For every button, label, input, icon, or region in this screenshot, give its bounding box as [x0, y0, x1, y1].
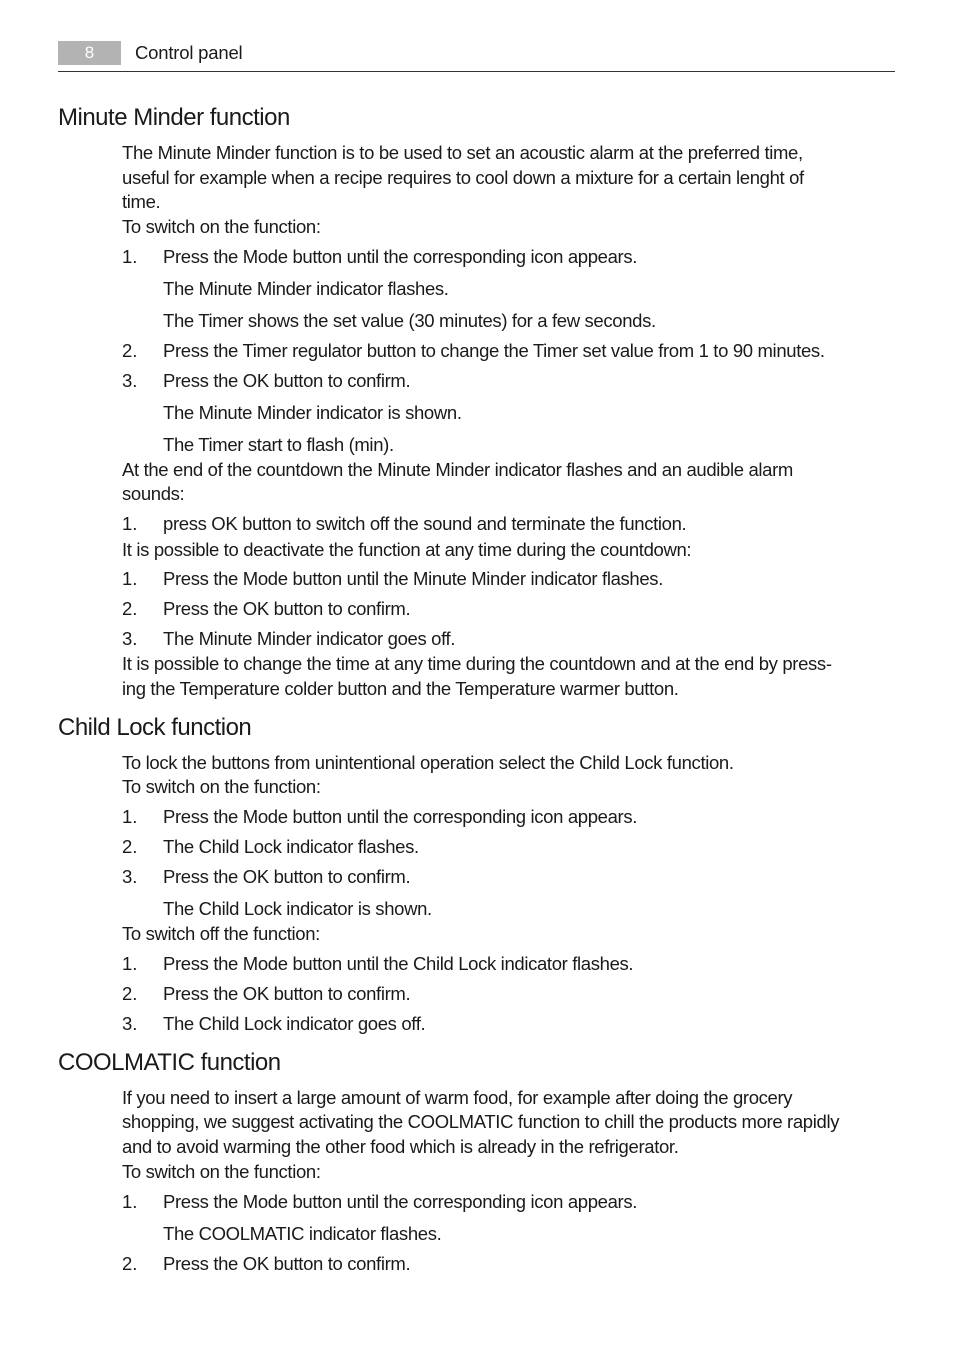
step-text: Press the Timer regulator button to change the Timer set value from 1 to 90 minutes. [163, 340, 825, 361]
step-note: The Timer start to flash (min). [163, 434, 394, 455]
step-text: Press the Mode button until the corresponding icon appears. [163, 246, 638, 267]
step-number: 1. [122, 513, 138, 534]
step-number: 2. [122, 1253, 138, 1274]
step-text: Press the Mode button until the corresponding icon appears. [163, 806, 638, 827]
minute-minder-intro-line: time. [122, 191, 161, 212]
deactivate-text: It is possible to deactivate the function at any time during the countdown: [122, 539, 692, 560]
header-title: Control panel [135, 42, 243, 63]
step-note: The COOLMATIC indicator flashes. [163, 1223, 442, 1244]
step-number: 1. [122, 806, 138, 827]
step-text: The Child Lock indicator flashes. [163, 836, 419, 857]
step-text: Press the OK button to confirm. [163, 866, 411, 887]
child-lock-intro: To lock the buttons from unintentional operation select the Child Lock function. [122, 752, 734, 773]
switch-on-label: To switch on the function: [122, 1161, 321, 1182]
page-header [58, 41, 895, 72]
switch-on-label: To switch on the function: [122, 776, 321, 797]
end-text: sounds: [122, 483, 185, 504]
step-text: Press the OK button to confirm. [163, 370, 411, 391]
step-note: The Timer shows the set value (30 minutes) for a few seconds. [163, 310, 656, 331]
step-note: The Minute Minder indicator is shown. [163, 402, 462, 423]
step-text: The Child Lock indicator goes off. [163, 1013, 426, 1034]
switch-on-label: To switch on the function: [122, 216, 321, 237]
step-number: 2. [122, 340, 138, 361]
step-text: Press the OK button to confirm. [163, 598, 411, 619]
step-text: Press the Mode button until the Minute Minder indicator flashes. [163, 568, 663, 589]
step-text: Press the OK button to confirm. [163, 1253, 411, 1274]
coolmatic-intro-line: shopping, we suggest activating the COOLMATIC function to chill the products more rapidly [122, 1111, 840, 1132]
step-number: 1. [122, 568, 138, 589]
step-text: Press the Mode button until the Child Lock indicator flashes. [163, 953, 634, 974]
change-text: It is possible to change the time at any time during the countdown and at the end by press- [122, 653, 832, 674]
step-note: The Minute Minder indicator flashes. [163, 278, 449, 299]
step-number: 1. [122, 953, 138, 974]
switch-off-label: To switch off the function: [122, 923, 320, 944]
step-text: press OK button to switch off the sound and terminate the function. [163, 513, 687, 534]
coolmatic-intro-line: If you need to insert a large amount of warm food, for example after doing the grocery [122, 1087, 793, 1108]
step-text: Press the OK button to confirm. [163, 983, 411, 1004]
step-number: 1. [122, 246, 138, 267]
minute-minder-intro-line: The Minute Minder function is to be used to set an acoustic alarm at the preferred time, [122, 142, 803, 163]
step-number: 2. [122, 836, 138, 857]
step-number: 1. [122, 1191, 138, 1212]
end-text: At the end of the countdown the Minute Minder indicator flashes and an audible alarm [122, 459, 793, 480]
step-text: The Minute Minder indicator goes off. [163, 628, 456, 649]
step-number: 2. [122, 598, 138, 619]
coolmatic-title: COOLMATIC function [58, 1049, 281, 1076]
change-text: ing the Temperature colder button and the Temperature warmer button. [122, 678, 679, 699]
step-text: Press the Mode button until the corresponding icon appears. [163, 1191, 638, 1212]
child-lock-title: Child Lock function [58, 714, 252, 741]
minute-minder-intro-line: useful for example when a recipe requires to cool down a mixture for a certain lenght of [122, 167, 804, 188]
step-number: 3. [122, 866, 138, 887]
step-note: The Child Lock indicator is shown. [163, 898, 432, 919]
minute-minder-title: Minute Minder function [58, 104, 290, 131]
step-number: 3. [122, 370, 138, 391]
step-number: 2. [122, 983, 138, 1004]
step-number: 3. [122, 1013, 138, 1034]
step-number: 3. [122, 628, 138, 649]
page-number: 8 [58, 41, 121, 65]
coolmatic-intro-line: and to avoid warming the other food which is already in the refrigerator. [122, 1136, 679, 1157]
